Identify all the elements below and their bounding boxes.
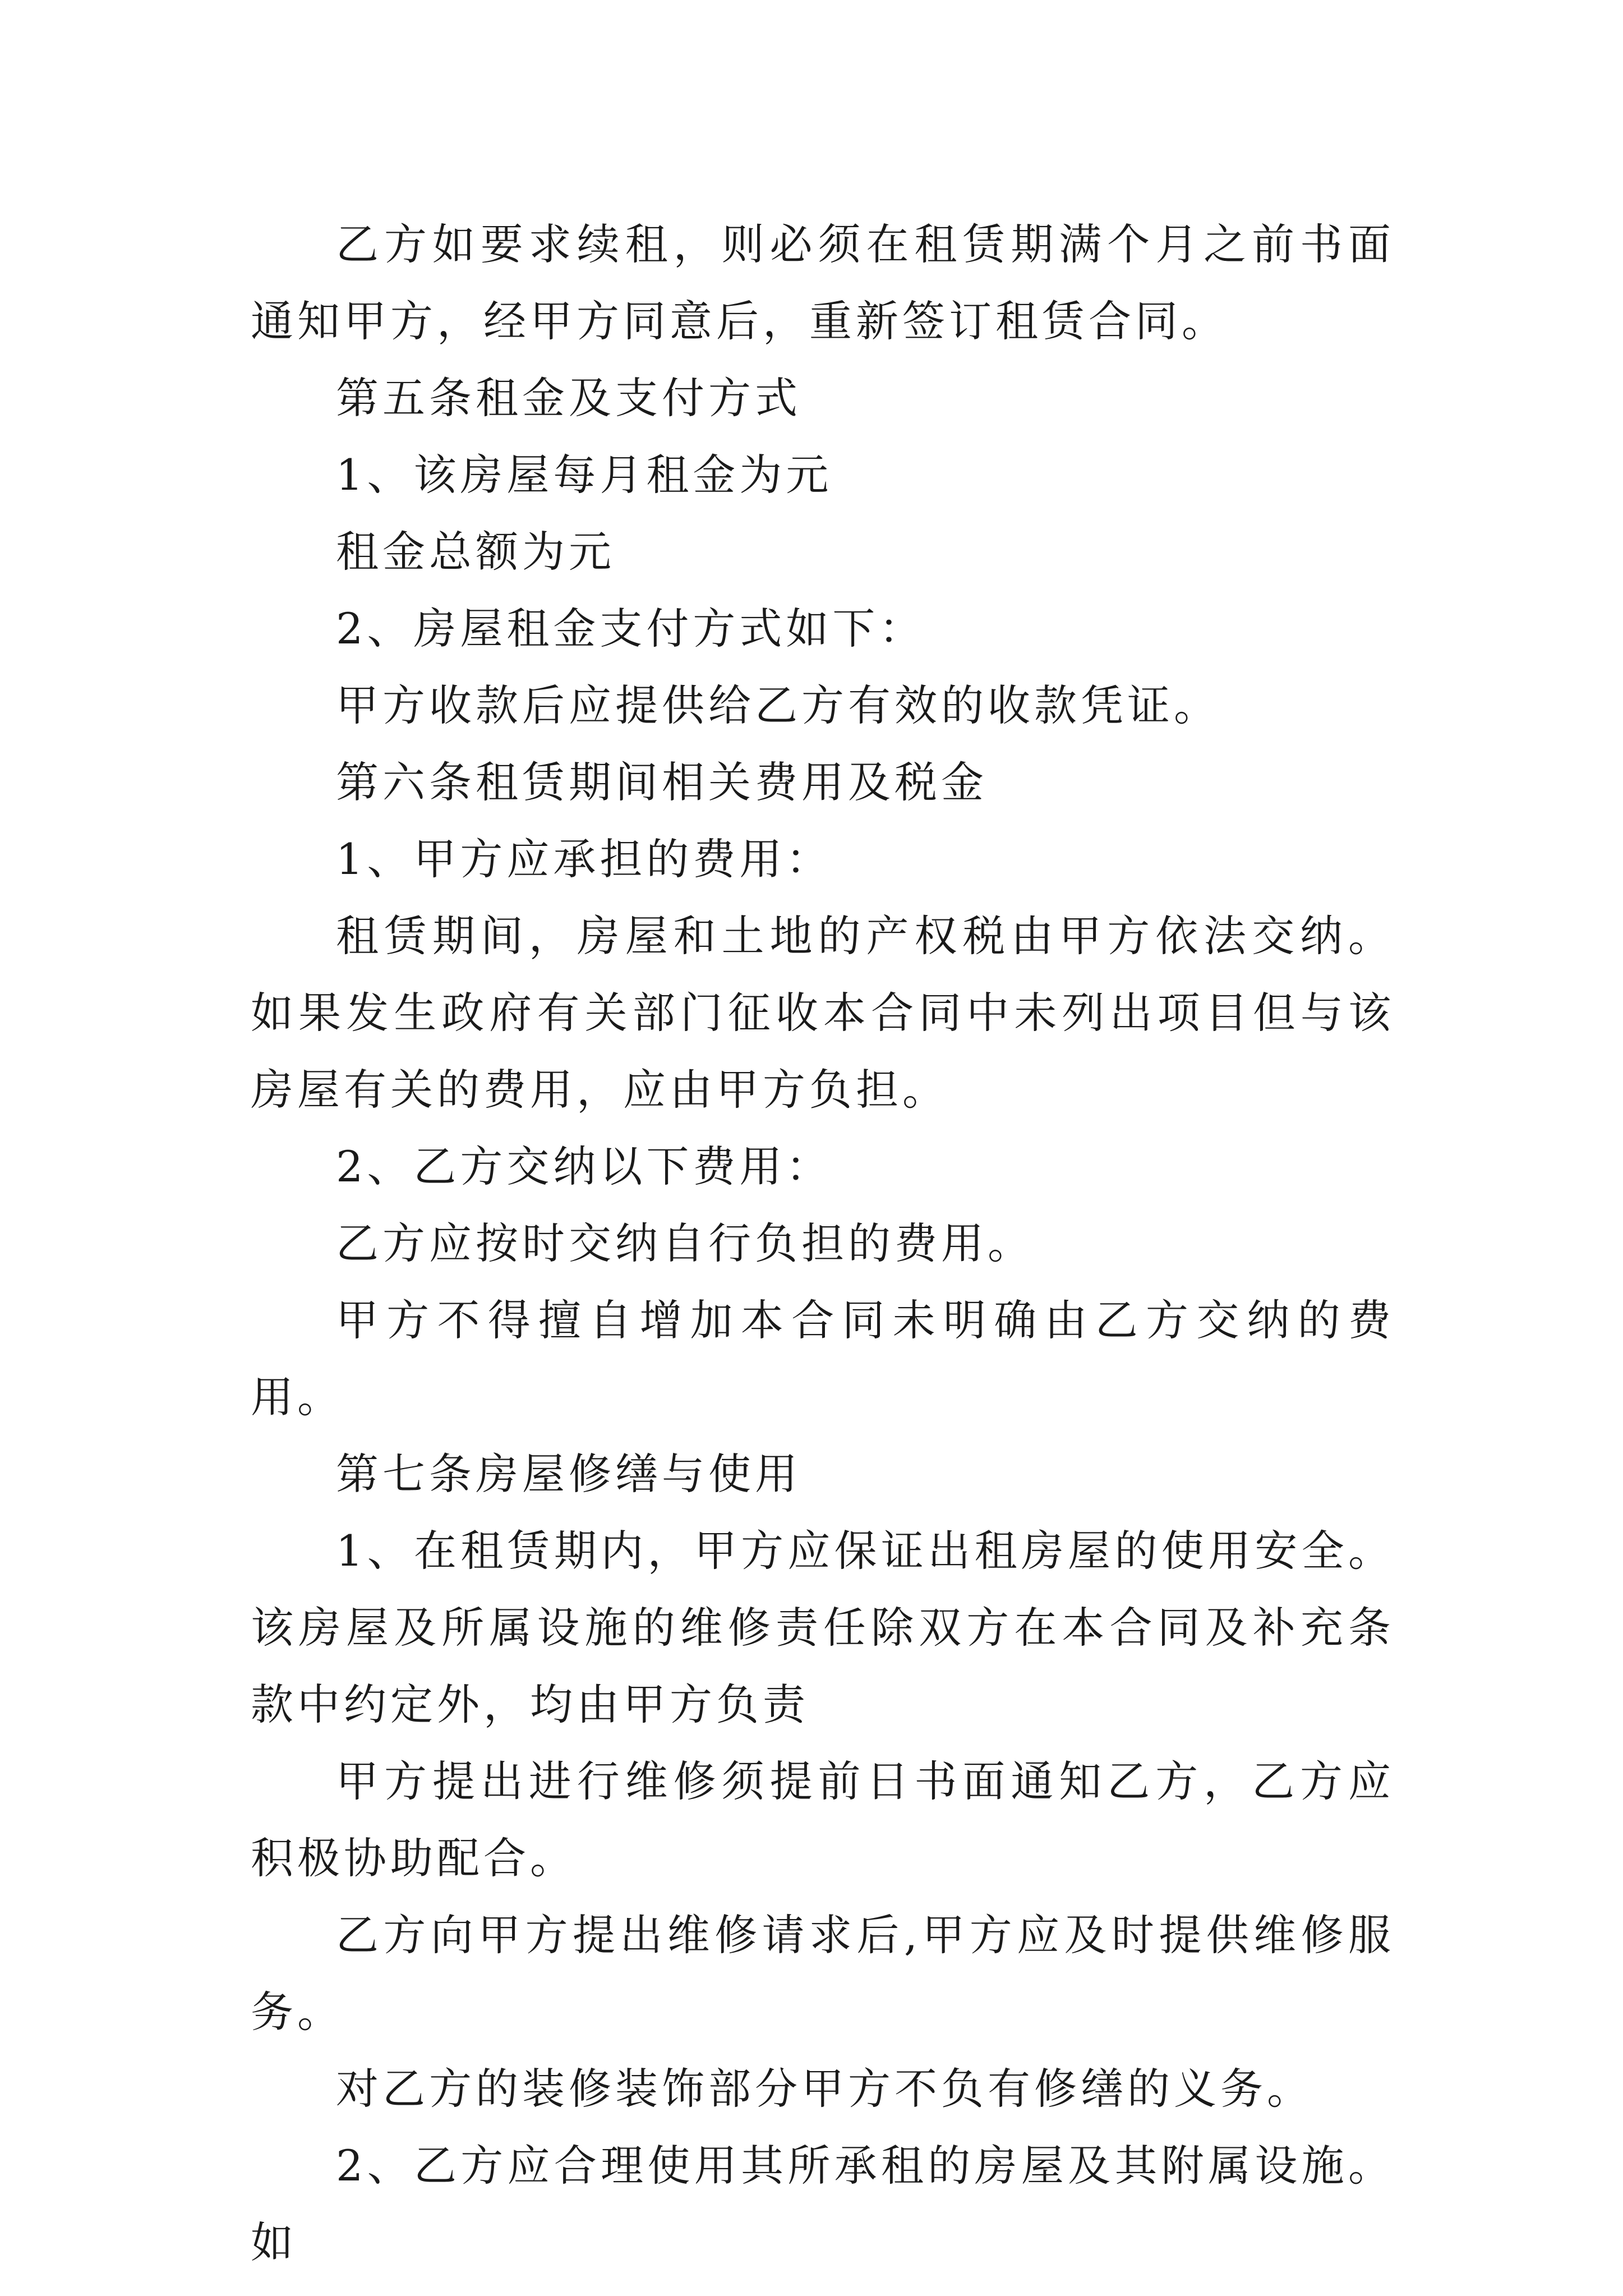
paragraph-total-rent: 租金总额为元: [336, 527, 615, 577]
document-body: [251, 206, 1395, 2281]
section-heading-repair-use: 第七条房屋修缮与使用: [336, 1449, 801, 1499]
paragraph-payment-method: 2、房屋租金支付方式如下：: [336, 604, 926, 654]
paragraph-party-a-fees: 1、甲方应承担的费用：: [336, 834, 833, 884]
paragraph-receipt: 甲方收款后应提供给乙方有效的收款凭证。: [336, 680, 1220, 730]
paragraph-repair-notice: 甲方提出进行维修须提前日书面通知乙方，乙方应积极协助配合。: [251, 1756, 1395, 1883]
paragraph-party-b-fees: 2、乙方交纳以下费用：: [336, 1142, 833, 1191]
paragraph-renewal-notice: 乙方如要求续租，则必须在租赁期满个月之前书面通知甲方，经甲方同意后，重新签订租赁合同。: [251, 219, 1395, 346]
paragraph-monthly-rent: 1、该房屋每月租金为元: [336, 450, 833, 500]
paragraph-safety-repair: 1、在租赁期内，甲方应保证出租房屋的使用安全。该房屋及所属设施的维修责任除双方在本合同及补充条款中约定外，均由甲方负责: [251, 1526, 1395, 1729]
paragraph-no-extra-fees: 甲方不得擅自增加本合同未明确由乙方交纳的费用。: [251, 1295, 1395, 1422]
paragraph-decoration: 对乙方的装修装饰部分甲方不负有修缮的义务。: [336, 2064, 1313, 2114]
paragraph-reasonable-use: 2、乙方应合理使用其所承租的房屋及其附属设施。如: [251, 2141, 1395, 2267]
paragraph-repair-request: 乙方向甲方提出维修请求后,甲方应及时提供维修服务。: [251, 1910, 1395, 2037]
paragraph-property-tax: 租赁期间，房屋和土地的产权税由甲方依法交纳。如果发生政府有关部门征收本合同中未列出项目但与该房屋有关的费用，应由甲方负担。: [251, 911, 1395, 1115]
paragraph-timely-payment: 乙方应按时交纳自行负担的费用。: [336, 1218, 1034, 1268]
section-heading-fees-taxes: 第六条租赁期间相关费用及税金: [336, 757, 988, 807]
section-heading-rent-payment: 第五条租金及支付方式: [336, 373, 801, 423]
